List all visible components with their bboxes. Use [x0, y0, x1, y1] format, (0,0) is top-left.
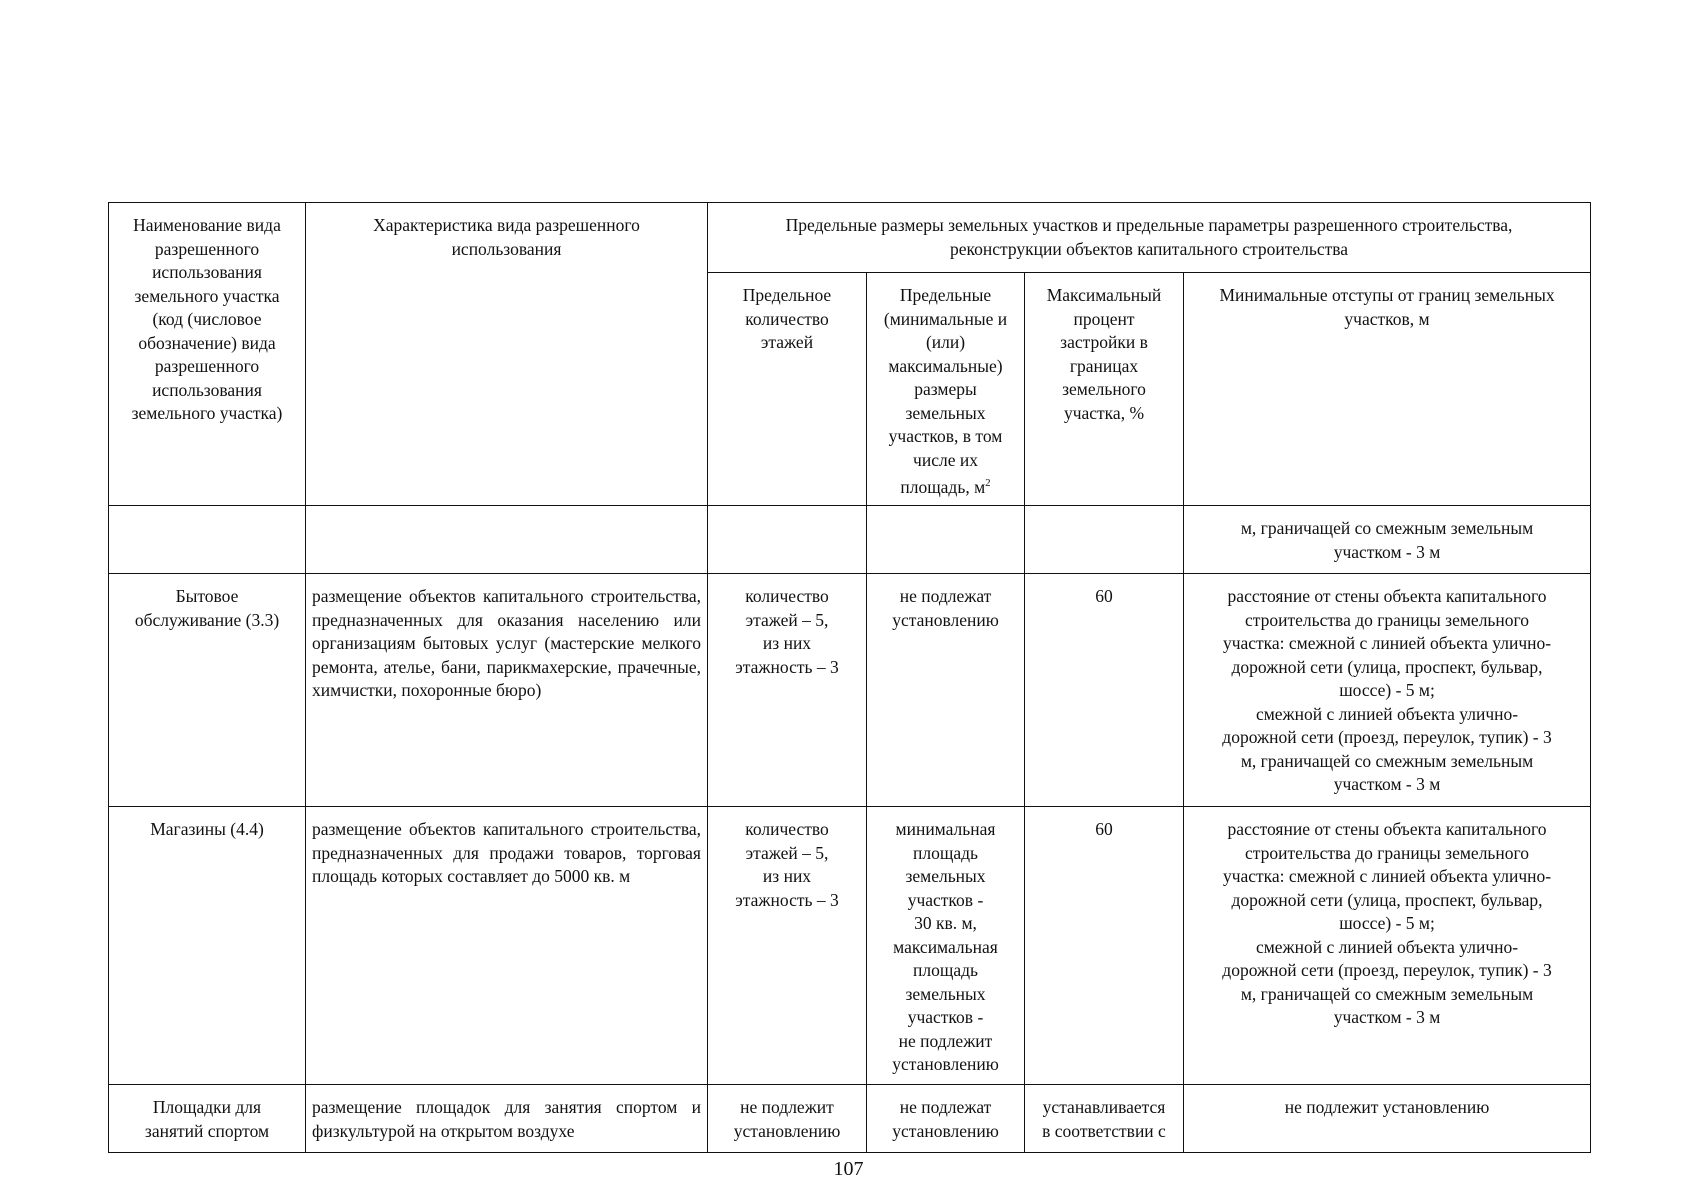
text-line: участков, в том — [888, 426, 1003, 446]
text-line: (или) — [925, 332, 966, 352]
cell-characteristic: размещение площадок для занятия спортом и физкультурой на открытом воздухе — [306, 1085, 708, 1153]
cell-characteristic — [306, 506, 708, 574]
text-line: не подлежат — [899, 586, 992, 607]
table-row — [109, 807, 1591, 1085]
text-line: установлению — [892, 1120, 999, 1141]
cell-floors — [708, 574, 867, 807]
text-line: участков - — [907, 1007, 984, 1028]
cell-floors — [708, 807, 867, 1085]
header-row-1 — [109, 203, 1591, 273]
text-line: Магазины (4.4) — [150, 819, 264, 840]
text-line: шоссе) - 5 м; — [1339, 680, 1435, 701]
text-line: процент — [1073, 308, 1135, 329]
text-line: Наименование вида — [133, 215, 281, 235]
text-line: границах — [1069, 355, 1139, 376]
text-line: м, граничащей со смежным земельным — [1240, 518, 1534, 539]
cell-floors — [708, 1085, 867, 1153]
header-use-name — [109, 203, 306, 506]
table-row — [109, 1085, 1591, 1153]
text-line: обслуживание (3.3) — [134, 609, 280, 630]
text-line: этажность – 3 — [735, 656, 839, 677]
cell-building-percent — [1025, 807, 1184, 1085]
text-line: использования — [152, 262, 262, 282]
cell-building-percent — [1025, 1085, 1184, 1153]
text-line: земельного участка — [134, 285, 280, 306]
text-line: застройки в — [1060, 332, 1148, 352]
text-line: максимальная — [893, 936, 998, 957]
text-line: участков, м — [1344, 308, 1430, 329]
cell-use-name — [109, 807, 306, 1085]
text-line: участком - 3 м — [1333, 774, 1441, 795]
text-line: Минимальные отступы от границ земельных — [1219, 285, 1555, 305]
text-line: участка: смежной с линией объекта улично- — [1222, 633, 1552, 654]
text-line: обозначение) вида — [138, 332, 276, 353]
text-line: м, граничащей со смежным земельным — [1240, 750, 1534, 771]
text-line: минимальная — [895, 819, 996, 840]
text-line: устанавливается — [1042, 1097, 1166, 1118]
text-line: дорожной сети (проезд, переулок, тупик) - 3 — [1222, 727, 1552, 748]
text-line: расстояние от стены объекта капитального — [1227, 819, 1547, 840]
cell-setbacks — [1184, 807, 1591, 1085]
table-row — [109, 574, 1591, 807]
text-line: земельных — [905, 866, 986, 887]
text-line: использования — [451, 238, 562, 259]
text-line: площадь, $м^2$ — [900, 476, 991, 497]
text-line: участка, % — [1063, 402, 1145, 423]
text-line: Бытовое — [175, 586, 239, 607]
text-line: участком - 3 м — [1333, 1007, 1441, 1028]
cell-building-percent — [1025, 574, 1184, 807]
text-line: этажность – 3 — [735, 889, 839, 910]
cell-use-name — [109, 1085, 306, 1153]
text-line: числе их — [913, 449, 978, 470]
text-line: строительства до границы земельного — [1245, 609, 1530, 630]
text-line: не подлежит установлению — [1284, 1097, 1490, 1118]
header-max-floors — [708, 273, 867, 506]
text-line: участка: смежной с линией объекта улично- — [1222, 866, 1552, 887]
text-line: Максимальный — [1046, 285, 1162, 305]
cell-use-name — [109, 506, 306, 574]
text-line: этажей – 5, — [745, 842, 829, 863]
cell-plot-sizes — [867, 1085, 1025, 1153]
header-plot-sizes — [867, 273, 1025, 506]
zoning-parameters-table — [108, 202, 1591, 1153]
text-line: шоссе) - 5 м; — [1339, 913, 1435, 934]
text-line: количество — [745, 819, 829, 840]
text-line: строительства до границы земельного — [1245, 842, 1530, 863]
cell-characteristic: размещение объектов капитального строительства, предназначенных для продажи товаров, торговая площадь которых составляет до 5000 кв. м — [306, 807, 708, 1085]
page-number: 107 — [833, 1158, 864, 1180]
text-line: использования — [152, 379, 262, 400]
header-use-characteristic — [306, 203, 708, 506]
text-line: 60 — [1095, 586, 1113, 607]
cell-building-percent — [1025, 506, 1184, 574]
text-line: в соответствии с — [1042, 1120, 1166, 1141]
header-plot-sizes-text — [873, 284, 1018, 499]
text-line: дорожной сети (улица, проспект, бульвар, — [1231, 889, 1543, 910]
text-line: дорожной сети (улица, проспект, бульвар, — [1231, 656, 1543, 677]
text-line: Предельные размеры земельных участков и предельные параметры разрешенного строительства, — [785, 215, 1513, 235]
unit-superscript: 2 — [985, 477, 991, 489]
text-line: Площадки для — [152, 1097, 262, 1118]
cell-use-name — [109, 574, 306, 807]
text-line: из них — [762, 633, 812, 654]
text-line: смежной с линией объекта улично- — [1255, 936, 1519, 957]
text-line: участком - 3 м — [1333, 541, 1441, 562]
cell-setbacks — [1184, 574, 1591, 807]
text-line: этажей — [760, 332, 814, 352]
text-line: разрешенного — [154, 356, 260, 376]
cell-plot-sizes — [867, 506, 1025, 574]
text-line: занятий спортом — [144, 1120, 270, 1141]
header-min-setbacks — [1184, 273, 1591, 506]
text-line: установлению — [733, 1120, 841, 1141]
text-line: 30 кв. м, — [914, 913, 977, 934]
text-line: не подлежит — [898, 1030, 993, 1051]
cell-plot-sizes — [867, 574, 1025, 807]
cell-plot-sizes — [867, 807, 1025, 1085]
text-line: Предельное — [742, 285, 832, 305]
text-line: площадь — [913, 960, 978, 981]
text-line: размеры — [914, 379, 977, 399]
text-line: установлению — [892, 609, 999, 630]
text-line: земельного — [1062, 379, 1146, 399]
text-line: расстояние от стены объекта капитального — [1227, 586, 1547, 607]
text-line: реконструкции объектов капитального строительства — [949, 238, 1349, 259]
text-line: дорожной сети (проезд, переулок, тупик) - 3 — [1222, 960, 1552, 981]
text-line: смежной с линией объекта улично- — [1255, 703, 1519, 724]
text-line: Характеристика вида разрешенного — [373, 215, 640, 235]
text-line: (минимальные и — [883, 308, 1008, 329]
text-line: разрешенного — [154, 238, 260, 259]
text-line: максимальные) — [888, 355, 1003, 376]
text-line: земельного участка) — [131, 403, 283, 423]
text-line: не подлежит — [740, 1097, 834, 1118]
text-line: 60 — [1095, 819, 1113, 840]
header-max-building-percent — [1025, 273, 1184, 506]
text-line: установлению — [892, 1054, 999, 1075]
cell-setbacks — [1184, 1085, 1591, 1153]
text-line: площадь — [913, 842, 978, 863]
text-line: участков - — [907, 889, 984, 910]
cell-setbacks — [1184, 506, 1591, 574]
text-line: этажей – 5, — [745, 609, 829, 630]
text-line: из них — [762, 866, 812, 887]
text-line: (код (числовое — [152, 309, 262, 329]
text-line: количество — [745, 586, 829, 607]
cell-floors — [708, 506, 867, 574]
text-line: земельных — [905, 402, 986, 423]
text-line: м, граничащей со смежным земельным — [1240, 983, 1534, 1004]
header-limit-parameters — [708, 203, 1591, 273]
text-line: не подлежат — [899, 1097, 992, 1118]
text-line: количество — [745, 308, 829, 329]
text-line: земельных — [905, 983, 986, 1004]
text-line: Предельные — [899, 285, 992, 305]
table-row — [109, 506, 1591, 574]
cell-characteristic: размещение объектов капитального строительства, предназначенных для оказания населению или организациям бытовых услуг (мастерские мелкого ремонта, ателье, бани, парикмахерские, прачечные, химчистки, похоронные бюро) — [306, 574, 708, 807]
